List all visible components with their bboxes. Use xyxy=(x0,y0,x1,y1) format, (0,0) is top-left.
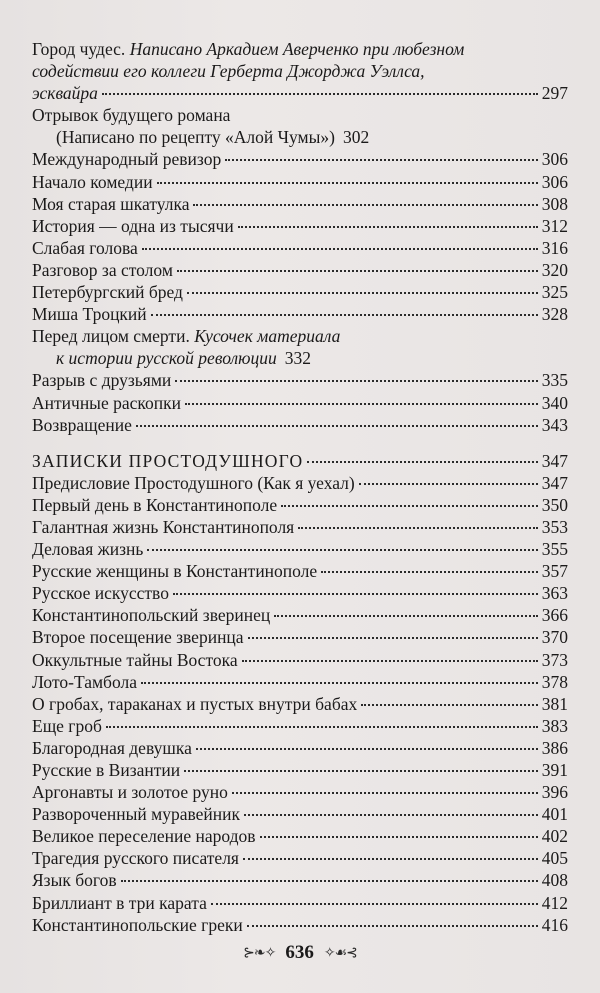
toc-entry-line xyxy=(32,392,568,414)
entry-title: Деловая жизнь xyxy=(32,539,144,560)
entry-page-number: 325 xyxy=(541,282,568,303)
toc-entry xyxy=(32,847,568,869)
toc-entry xyxy=(32,914,568,936)
toc-entry xyxy=(32,171,568,193)
toc-entry xyxy=(32,516,568,538)
entry-page-number: 350 xyxy=(541,494,568,515)
ornament-left-icon: ⊱❧✧ xyxy=(243,945,276,961)
entry-page-number: 363 xyxy=(541,583,568,604)
entry-page-number: 396 xyxy=(541,782,568,803)
entry-title xyxy=(32,259,173,281)
toc-entry xyxy=(32,737,568,759)
entry-page-number: 335 xyxy=(541,370,568,391)
toc-entry-line xyxy=(32,82,568,104)
toc-entry-line xyxy=(32,369,568,391)
toc-entry xyxy=(32,215,568,237)
entry-title: Предисловие Простодушного (Как я уехал) xyxy=(32,472,355,493)
toc-entry-line xyxy=(32,414,568,436)
dot-leader xyxy=(248,637,538,639)
section-page-number: 347 xyxy=(541,450,568,471)
dot-leader xyxy=(193,204,537,206)
dot-leader xyxy=(102,93,538,95)
entry-page-number: 306 xyxy=(541,149,568,170)
toc-entry xyxy=(32,325,568,369)
entry-title xyxy=(32,82,98,104)
section-title: ЗАПИСКИ ПРОСТОДУШНОГО xyxy=(32,450,304,471)
toc-entry xyxy=(32,237,568,259)
toc-entry-line xyxy=(32,171,568,193)
entry-title-text: Город чудес. xyxy=(32,39,130,59)
toc-entry-line xyxy=(32,281,568,303)
dot-leader xyxy=(281,505,538,507)
entry-page-number: 383 xyxy=(541,715,568,736)
entry-title-text: Миша Троцкий xyxy=(32,304,147,325)
dot-leader xyxy=(187,292,538,294)
entry-page-number: 366 xyxy=(541,605,568,626)
toc-entry-line xyxy=(32,60,568,82)
dot-leader xyxy=(173,593,538,595)
dot-leader xyxy=(321,571,538,573)
entry-title xyxy=(32,281,183,303)
entry-page-number: 312 xyxy=(541,215,568,236)
dot-leader xyxy=(157,182,538,184)
entry-title xyxy=(32,237,138,259)
entry-title: Еще гроб xyxy=(32,715,102,736)
dot-leader xyxy=(184,770,538,772)
dot-leader xyxy=(121,880,538,882)
dot-leader xyxy=(232,792,538,794)
entry-page-number: 412 xyxy=(541,892,568,913)
toc-entry-line xyxy=(32,347,568,369)
entry-title: Трагедия русского писателя xyxy=(32,848,239,869)
entry-title xyxy=(32,60,425,82)
toc-entry-line xyxy=(32,215,568,237)
toc-entry xyxy=(32,472,568,494)
dot-leader xyxy=(247,925,538,927)
toc-entry xyxy=(32,369,568,391)
toc-entry xyxy=(32,604,568,626)
entry-page-number: 416 xyxy=(541,914,568,935)
entry-title xyxy=(32,325,340,347)
entry-page-number: 297 xyxy=(541,83,568,104)
dot-leader xyxy=(274,615,538,617)
entry-title: Оккультные тайны Востока xyxy=(32,649,238,670)
table-of-contents xyxy=(32,38,568,936)
entry-page-number: 347 xyxy=(541,472,568,493)
entry-title-text: Перед лицом смерти. xyxy=(32,326,195,347)
toc-entry-line xyxy=(32,148,568,170)
toc-entry-line xyxy=(32,126,568,148)
dot-leader xyxy=(196,748,538,750)
toc-entry xyxy=(32,494,568,516)
toc-entry xyxy=(32,892,568,914)
toc-entry xyxy=(32,193,568,215)
entry-title-text: Возвращение xyxy=(32,414,132,435)
dot-leader xyxy=(361,704,538,706)
toc-entry xyxy=(32,259,568,281)
entry-title xyxy=(32,148,221,170)
entry-title xyxy=(32,369,171,391)
entry-page-number: 355 xyxy=(541,539,568,560)
entry-subtitle-italic: содействии его коллеги Герберта Джорджа Уэллса, xyxy=(32,61,425,82)
toc-entry xyxy=(32,649,568,671)
entry-subtitle-italic: Написано Аркадием Аверченко при любезном xyxy=(129,39,465,59)
entry-page-number: 340 xyxy=(541,392,568,413)
entry-title xyxy=(32,104,230,126)
entry-page-number: 378 xyxy=(541,671,568,692)
entry-subtitle-italic: эсквайра xyxy=(32,83,98,104)
toc-entry xyxy=(32,414,568,436)
entry-title xyxy=(56,127,335,147)
dot-leader xyxy=(141,682,538,684)
entry-page-number: 302 xyxy=(342,127,370,148)
dot-leader xyxy=(175,380,537,382)
entry-page-number: 408 xyxy=(541,870,568,891)
entry-page-number: 386 xyxy=(541,737,568,758)
entry-page-number: 316 xyxy=(541,237,568,258)
entry-page-number: 381 xyxy=(541,693,568,714)
entry-title-text: Разговор за столом xyxy=(32,259,173,280)
dot-leader xyxy=(242,660,538,662)
entry-page-number: 308 xyxy=(541,193,568,214)
toc-entry xyxy=(32,626,568,648)
dot-leader xyxy=(147,549,537,551)
toc-entry xyxy=(32,104,568,148)
dot-leader xyxy=(185,403,538,405)
entry-page-number: 328 xyxy=(541,304,568,325)
toc-entry-line xyxy=(32,193,568,215)
entry-title xyxy=(32,38,464,60)
entry-title: О гробах, тараканах и пустых внутри бабах xyxy=(32,693,358,714)
entry-title: Бриллиант в три карата xyxy=(32,892,207,913)
toc-entry-line xyxy=(32,237,568,259)
dot-leader xyxy=(260,836,538,838)
entry-page-number: 306 xyxy=(541,171,568,192)
section-heading xyxy=(32,450,568,472)
toc-entry xyxy=(32,538,568,560)
toc-entry-line xyxy=(32,38,568,60)
entry-title-text: Моя старая шкатулка xyxy=(32,193,190,214)
entry-title: Благородная девушка xyxy=(32,737,192,758)
entry-title xyxy=(56,348,277,368)
entry-title: Аргонавты и золотое руно xyxy=(32,782,228,803)
dot-leader xyxy=(243,858,538,860)
toc-entry-line xyxy=(32,303,568,325)
dot-leader xyxy=(238,226,538,228)
toc-entry xyxy=(32,671,568,693)
ornament-right-icon: ✧☙⊰ xyxy=(323,945,357,961)
dot-leader xyxy=(106,726,538,728)
dot-leader xyxy=(225,159,538,161)
dot-leader xyxy=(177,270,538,272)
toc-entry xyxy=(32,869,568,891)
entry-subtitle-italic: Кусочек материала xyxy=(194,326,341,347)
entry-title-text: Международный ревизор xyxy=(32,149,222,170)
toc-entry xyxy=(32,392,568,414)
entry-title xyxy=(32,215,234,237)
entry-title-text: История — одна из тысячи xyxy=(32,215,234,236)
toc-entry xyxy=(32,560,568,582)
entry-title xyxy=(32,392,181,414)
entry-title: Константинопольский зверинец xyxy=(32,605,271,626)
entry-title-text: (Написано по рецепту «Алой Чумы») xyxy=(56,127,335,148)
toc-entry xyxy=(32,803,568,825)
entry-title xyxy=(32,303,147,325)
entry-page-number: 405 xyxy=(541,848,568,869)
entry-title-text: Петербургский бред xyxy=(32,282,183,303)
entry-title: Лото-Тамбола xyxy=(32,671,137,692)
toc-entry xyxy=(32,148,568,170)
entry-page-number: 373 xyxy=(541,649,568,670)
entry-page-number: 370 xyxy=(541,627,568,648)
dot-leader xyxy=(151,314,538,316)
toc-entry xyxy=(32,759,568,781)
dot-leader xyxy=(298,527,538,529)
entry-title: Второе посещение зверинца xyxy=(32,627,244,648)
entry-title xyxy=(32,193,189,215)
dot-leader xyxy=(136,425,538,427)
toc-entry-line xyxy=(32,259,568,281)
entry-subtitle-italic: к истории русской революции xyxy=(56,348,277,369)
entry-title: Великое переселение народов xyxy=(32,826,256,847)
toc-entry xyxy=(32,281,568,303)
entry-page-number: 357 xyxy=(541,561,568,582)
page-folio xyxy=(0,942,600,964)
entry-title: Константинопольские греки xyxy=(32,914,243,935)
entry-title: Язык богов xyxy=(32,870,117,891)
toc-entry xyxy=(32,693,568,715)
entry-title-text: Отрывок будущего романа xyxy=(32,105,231,126)
toc-entry xyxy=(32,582,568,604)
dot-leader xyxy=(142,248,538,250)
toc-entry-line xyxy=(32,104,568,126)
entry-page-number: 402 xyxy=(541,826,568,847)
entry-title: Русские в Византии xyxy=(32,760,181,780)
entry-page-number: 353 xyxy=(541,516,568,537)
dot-leader xyxy=(211,903,538,905)
toc-entry xyxy=(32,825,568,847)
entry-page-number: 332 xyxy=(284,348,311,369)
entry-title: Русские женщины в Константинополе xyxy=(32,561,318,582)
entry-title-text: Начало комедии xyxy=(32,171,153,192)
entry-title: Русское искусство xyxy=(32,583,169,604)
entry-title-text: Разрыв с друзьями xyxy=(32,370,172,391)
toc-entry xyxy=(32,38,568,104)
entry-title-text: Слабая голова xyxy=(32,237,138,258)
entry-page-number: 320 xyxy=(541,259,568,280)
entry-title: Развороченный муравейник xyxy=(32,804,241,825)
entry-title xyxy=(32,171,153,193)
dot-leader xyxy=(244,814,538,816)
entry-page-number: 343 xyxy=(541,414,568,435)
dot-leader xyxy=(307,461,537,463)
page-number: 636 xyxy=(285,942,314,963)
section-gap xyxy=(32,436,568,450)
dot-leader xyxy=(359,483,538,485)
toc-entry xyxy=(32,715,568,737)
entry-title: Галантная жизнь Константинополя xyxy=(32,516,295,537)
toc-entry xyxy=(32,303,568,325)
toc-entry-line xyxy=(32,325,568,347)
toc-entry xyxy=(32,781,568,803)
entry-title: Первый день в Константинополе xyxy=(32,494,278,515)
entry-title xyxy=(32,414,132,436)
entry-page-number: 401 xyxy=(541,804,568,825)
entry-title-text: Античные раскопки xyxy=(32,392,181,413)
entry-page-number: 391 xyxy=(541,760,568,780)
